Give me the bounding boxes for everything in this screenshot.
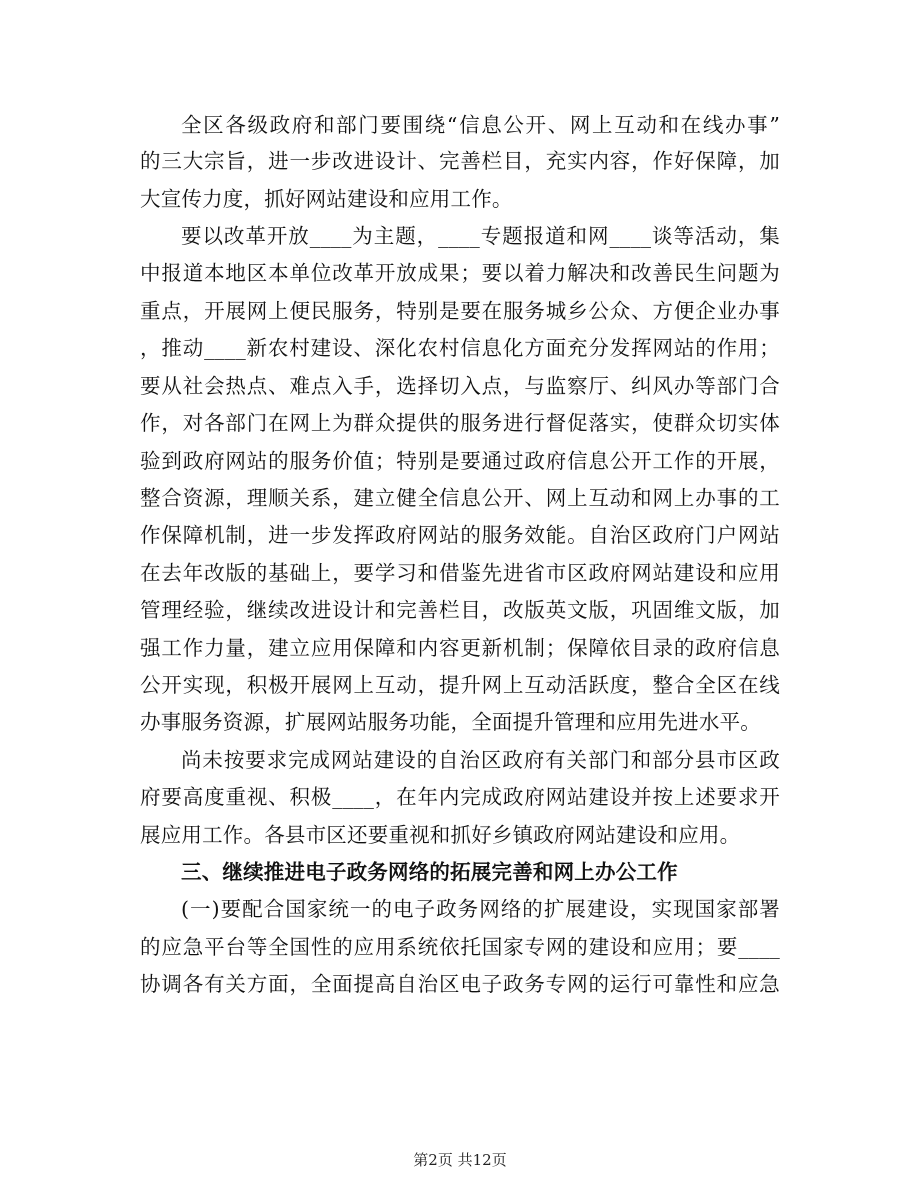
paragraph-line: ，推动____新农村建设、深化农村信息化方面充分发挥网站的作用； [140, 336, 780, 361]
section-heading: 三、继续推进电子政务网络的拓展完善和网上办公工作 [181, 860, 678, 885]
paragraph-line: (一)要配合国家统一的电子政务网络的扩展建设，实现国家部署 [181, 897, 780, 922]
paragraph-line: 大宣传力度，抓好网站建设和应用工作。 [140, 186, 513, 211]
paragraph-line: 的三大宗旨，进一步改进设计、完善栏目，充实内容，作好保障，加 [140, 149, 780, 174]
paragraph-line: 的应急平台等全国性的应用系统依托国家专网的建设和应用；要____ [140, 934, 780, 959]
paragraph-line: 强工作力量，建立应用保障和内容更新机制；保障依目录的政府信息 [140, 635, 780, 660]
paragraph-line: 公开实现，积极开展网上互动，提升网上互动活跃度，整合全区在线 [140, 672, 780, 697]
paragraph-line: 中报道本地区本单位改革开放成果；要以着力解决和改善民生问题为 [140, 261, 780, 286]
paragraph-line: 办事服务资源，扩展网站服务功能，全面提升管理和应用先进水平。 [140, 710, 761, 735]
paragraph-line: 作，对各部门在网上为群众提供的服务进行督促落实，使群众切实体 [140, 411, 780, 436]
paragraph-line: 管理经验，继续改进设计和完善栏目，改版英文版，巩固维文版，加 [140, 598, 780, 623]
paragraph-line: 展应用工作。各县市区还要重视和抓好乡镇政府网站建设和应用。 [140, 822, 741, 847]
paragraph-line: 验到政府网站的服务价值；特别是要通过政府信息公开工作的开展， [140, 448, 780, 473]
paragraph-line: 全区各级政府和部门要围绕“信息公开、网上互动和在线办事” [181, 112, 780, 137]
paragraph-line: 在去年改版的基础上，要学习和借鉴先进省市区政府网站建设和应用 [140, 560, 780, 585]
page-footer: 第2页 共12页 [413, 1151, 507, 1169]
paragraph-line: 要从社会热点、难点入手，选择切入点，与监察厅、纠风办等部门合 [140, 373, 780, 398]
paragraph-line: 要以改革开放____为主题，____专题报道和网____谈等活动，集 [181, 224, 780, 249]
paragraph-line: 作保障机制，进一步发挥政府网站的服务效能。自治区政府门户网站 [140, 523, 780, 548]
paragraph-line: 府要高度重视、积极____，在年内完成政府网站建设并按上述要求开 [140, 785, 780, 810]
paragraph-line: 尚未按要求完成网站建设的自治区政府有关部门和部分县市区政 [181, 747, 780, 772]
paragraph-line: 重点，开展网上便民服务，特别是要在服务城乡公众、方便企业办事 [140, 298, 780, 323]
paragraph-line: 协调各有关方面，全面提高自治区电子政务专网的运行可靠性和应急 [140, 972, 780, 997]
paragraph-line: 整合资源，理顺关系，建立健全信息公开、网上互动和网上办事的工 [140, 485, 780, 510]
